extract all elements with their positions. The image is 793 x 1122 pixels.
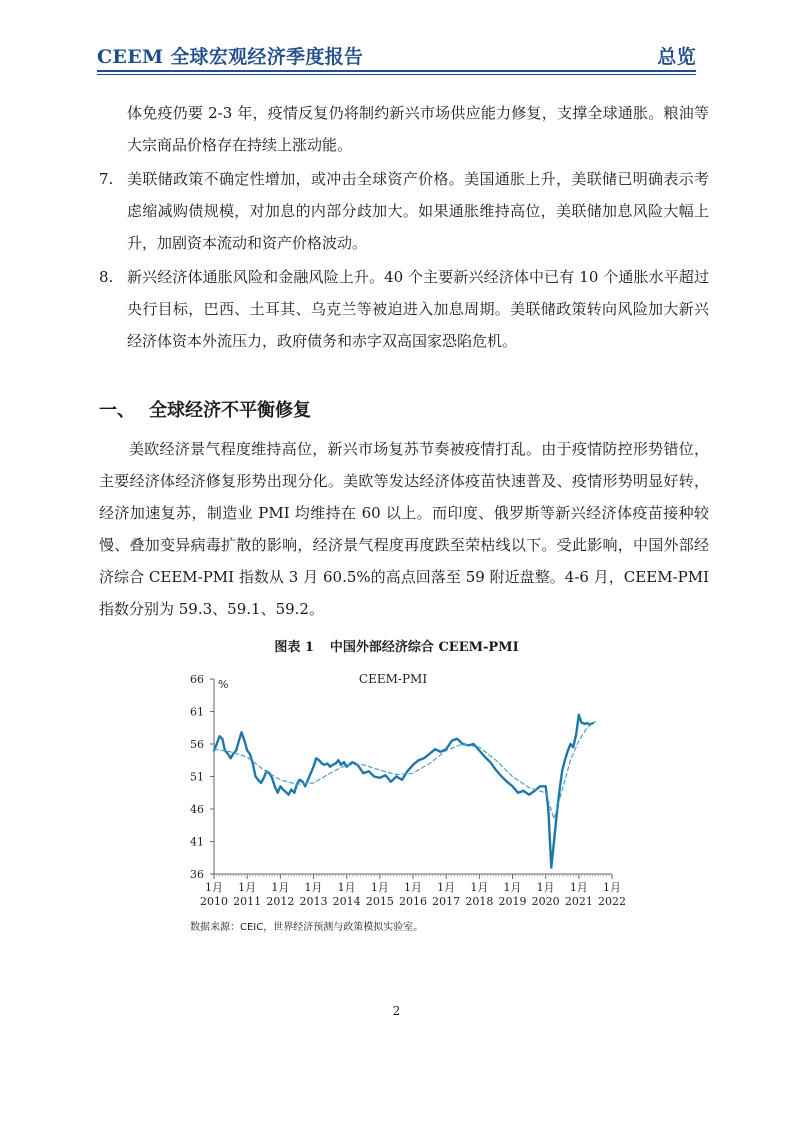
list-item-number: 7.: [99, 170, 114, 188]
list-item: [99, 163, 709, 259]
x-tick-year-label: 2022: [598, 895, 626, 908]
y-tick-label: 51: [190, 770, 204, 784]
y-tick-label: 46: [190, 803, 204, 816]
x-tick-month-label: 1月: [271, 881, 290, 894]
list-item: [99, 261, 709, 357]
x-tick-year-label: 2021: [564, 895, 593, 908]
x-tick-year-label: 2014: [332, 895, 361, 908]
y-tick-label: 61: [190, 705, 204, 719]
source-note: 数据来源：CEIC，世界经济预测与政策模拟实验室。: [190, 922, 424, 933]
section-number: 一、: [99, 400, 135, 421]
x-tick-month-label: 1月: [304, 881, 323, 894]
y-tick-label: 36: [190, 868, 204, 881]
y-tick-label: 66: [190, 673, 204, 686]
header-rule: [97, 70, 696, 72]
pmi-chart: [180, 665, 630, 915]
trend-line: [214, 721, 595, 819]
list-item-text: 美联储政策不确定性增加，或冲击全球资产价格。美国通胀上升，美联储已明确表示考虑缩减购债规模，对加息的内部分歧加大。如果通胀维持高位，美联储加息风险大幅上升，加剧资本流动和资产价格波动。: [127, 170, 709, 252]
y-tick-label: 56: [190, 738, 204, 751]
y-axis-unit: %: [218, 678, 229, 691]
continuation-paragraph: 体免疫仍要 2-3 年，疫情反复仍将制约新兴市场供应能力修复，支撑全球通胀。粮油等大宗商品价格存在持续上涨动能。: [127, 104, 709, 154]
section-title: 全球经济不平衡修复: [149, 400, 311, 421]
x-tick-year-label: 2012: [266, 895, 295, 908]
figure-caption: [0, 636, 793, 655]
figure-label: 图表 1: [274, 640, 314, 655]
x-tick-month-label: 1月: [238, 881, 257, 894]
header-rule-thin: [97, 74, 696, 75]
header-title: CEEM 全球宏观经济季度报告: [97, 46, 364, 68]
y-tick-label: 41: [190, 835, 204, 849]
pmi-line: [214, 715, 593, 868]
x-tick-month-label: 1月: [437, 881, 456, 894]
x-tick-month-label: 1月: [503, 881, 522, 894]
x-tick-month-label: 1月: [569, 881, 588, 894]
x-tick-year-label: 2019: [498, 895, 527, 908]
x-tick-month-label: 1月: [404, 881, 422, 894]
page-number: 2: [392, 1004, 401, 1018]
x-tick-year-label: 2011: [233, 895, 262, 908]
x-tick-month-label: 1月: [337, 881, 356, 894]
x-tick-year-label: 2015: [365, 895, 394, 908]
x-tick-year-label: 2013: [299, 895, 328, 908]
figure-title: 中国外部经济综合 CEEM-PMI: [329, 640, 519, 655]
list-item-text: 新兴经济体通胀风险和金融风险上升。40 个主要新兴经济体中已有 10 个通胀水平超过央行目标，巴西、土耳其、乌克兰等被迫进入加息周期。美联储政策转向风险加大新兴经济体资本外流压力，政府债务和赤字双高国家恐陷危机。: [127, 268, 709, 350]
x-tick-year-label: 2010: [200, 895, 228, 908]
x-tick-year-label: 2016: [399, 895, 427, 908]
list-item-number: 8.: [99, 268, 114, 286]
section-heading: [99, 396, 311, 422]
header-section: 总览: [657, 46, 696, 68]
x-tick-year-label: 2018: [465, 895, 494, 908]
x-tick-month-label: 1月: [205, 881, 223, 894]
x-tick-month-label: 1月: [603, 881, 621, 894]
x-tick-year-label: 2020: [531, 895, 560, 908]
body-paragraph: 美欧经济景气程度维持高位，新兴市场复苏节奏被疫情打乱。由于疫情防控形势错位，主要经济体经济修复形势出现分化。美欧等发达经济体疫苗快速普及、疫情形势明显好转，经济加速复苏，制造业 PMI 均维持在 60 以上。而印度、俄罗斯等新兴经济体疫苗接种较慢、叠加变异病毒扩散的影响，经济景气程度再度跌至荣枯线以下。受此影响，中国外部经济综合 CEEM-PMI 指数从 3 月 60.5%的高点回落至 59 附近盘整。4-6 月，CEEM-PMI 指数分别为 59.3、59.1、59.2。: [99, 440, 709, 618]
x-tick-month-label: 1月: [470, 881, 489, 894]
page-header: [97, 38, 696, 72]
x-tick-year-label: 2017: [432, 895, 461, 908]
chart-title: CEEM-PMI: [358, 672, 428, 686]
x-tick-month-label: 1月: [536, 881, 555, 894]
x-tick-month-label: 1月: [370, 881, 389, 894]
